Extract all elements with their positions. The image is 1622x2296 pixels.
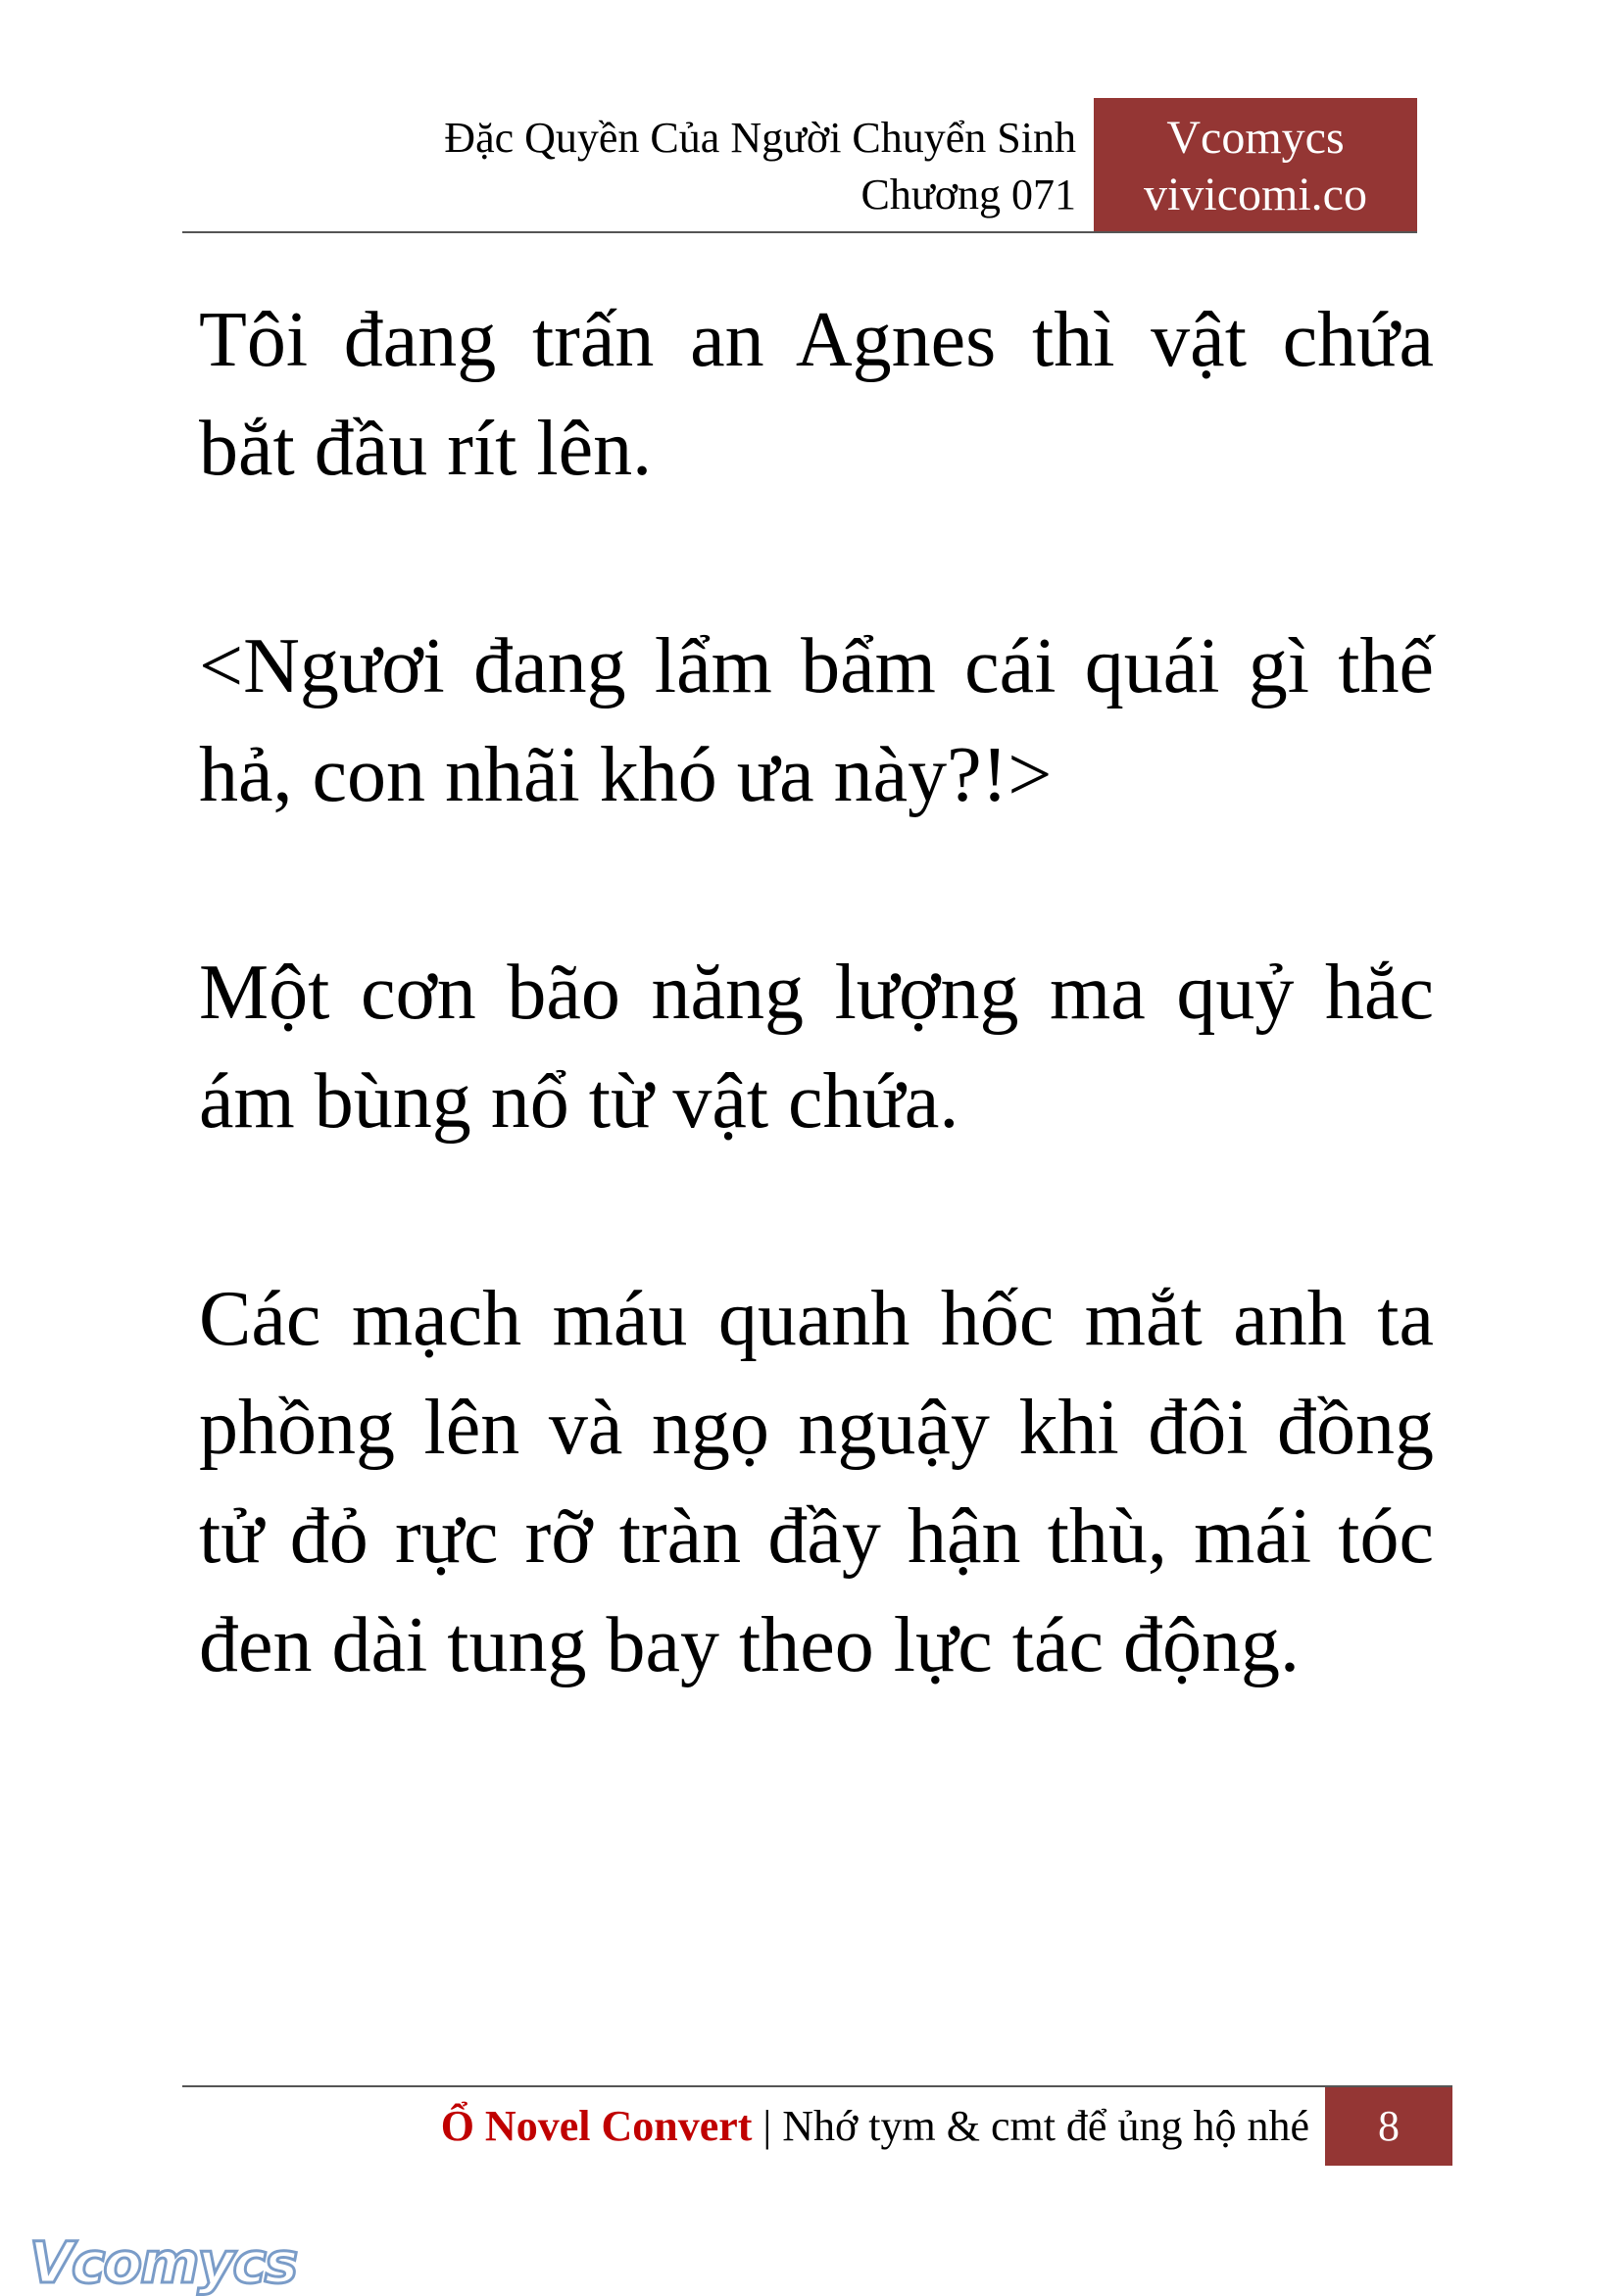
badge-site-url: vivicomi.co — [1144, 169, 1367, 220]
page-footer — [182, 2085, 1452, 2166]
page-header — [182, 98, 1417, 233]
paragraph: Các mạch máu quanh hốc mắt anh ta phồng lên và ngọ nguậy khi đôi đồng tử đỏ rực rỡ tràn đầy hận thù, mái tóc đen dài tung bay theo lực tác động. — [199, 1276, 1434, 1688]
paragraph: Tôi đang trấn an Agnes thì vật chứa bắt đầu rít lên. — [199, 297, 1434, 492]
watermark-logo: Vcomycs — [29, 2229, 297, 2296]
book-title: Đặc Quyền Của Người Chuyển Sinh — [444, 114, 1076, 162]
paragraph: Một cơn bão năng lượng ma quỷ hắc ám bùng nổ từ vật chứa. — [199, 950, 1434, 1145]
footer-brand: Ổ Novel Convert — [440, 2102, 753, 2150]
site-badge — [1094, 98, 1417, 231]
chapter-body — [199, 286, 1434, 1809]
header-titles — [444, 110, 1076, 223]
footer-separator: | — [762, 2102, 772, 2150]
footer-text — [441, 2095, 1309, 2158]
page-number: 8 — [1325, 2087, 1452, 2166]
badge-site-name: Vcomycs — [1166, 112, 1345, 164]
chapter-label: Chương 071 — [860, 171, 1076, 219]
footer-message: Nhớ tym & cmt để ủng hộ nhé — [782, 2102, 1309, 2150]
paragraph: <Ngươi đang lẩm bẩm cái quái gì thế hả, con nhãi khó ưa này?!> — [199, 623, 1434, 818]
